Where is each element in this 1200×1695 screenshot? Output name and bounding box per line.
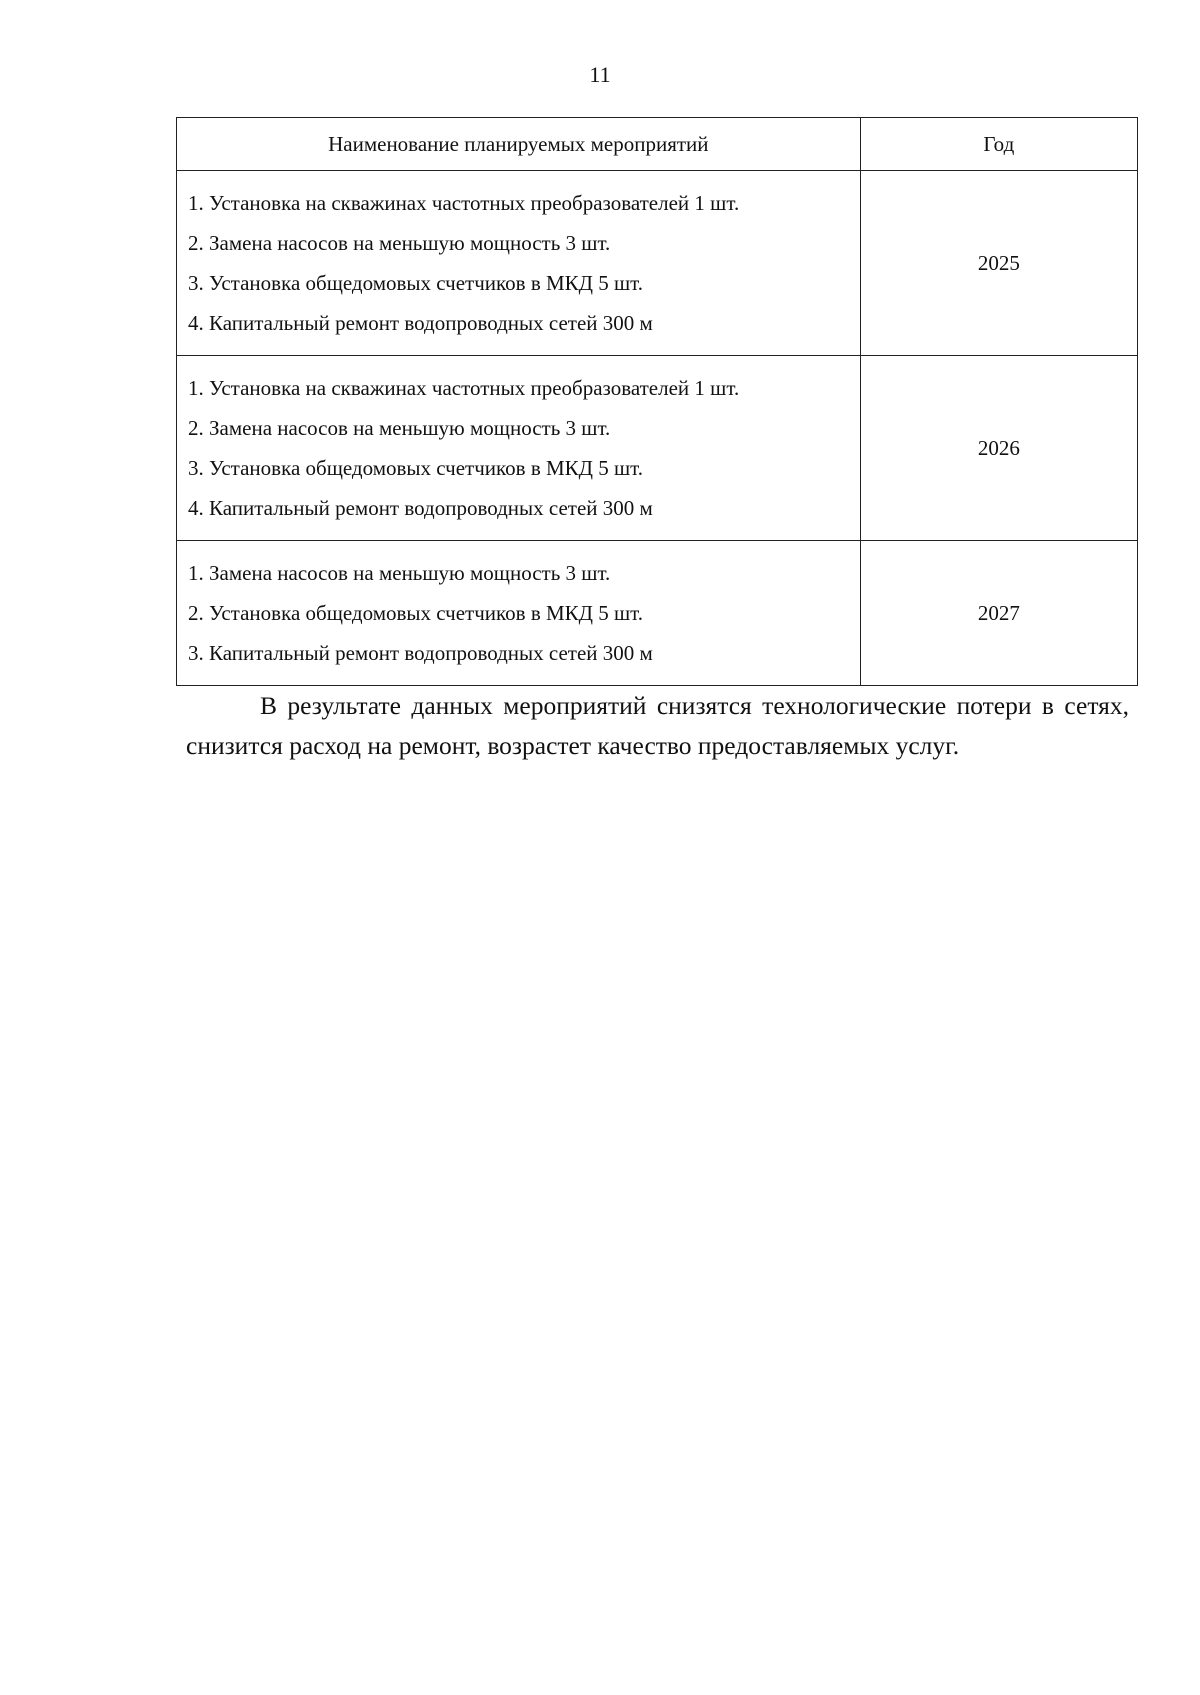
activity-item: 4. Капитальный ремонт водопроводных сетей 300 м [188,311,653,335]
activities-list [188,553,860,673]
year-cell: 2027 [860,541,1137,686]
planned-activities-table [176,117,1138,686]
page-number: 11 [589,62,611,87]
activities-cell [177,356,861,541]
year-cell: 2025 [860,171,1137,356]
table-header-row [177,118,1138,171]
activity-item: 4. Капитальный ремонт водопроводных сетей 300 м [188,496,653,520]
activity-item: 1. Установка на скважинах частотных преобразователей 1 шт. [188,376,740,400]
activities-cell [177,171,861,356]
year-cell: 2026 [860,356,1137,541]
activity-item: 3. Капитальный ремонт водопроводных сетей 300 м [188,641,653,665]
header-activities: Наименование планируемых мероприятий [177,118,861,171]
activity-item: 2. Замена насосов на меньшую мощность 3 шт. [188,231,611,255]
activity-item: 3. Установка общедомовых счетчиков в МКД 5 шт. [188,271,644,295]
table-row [177,171,1138,356]
activity-item: 1. Установка на скважинах частотных преобразователей 1 шт. [188,191,740,215]
activities-list [188,183,860,343]
header-year: Год [860,118,1137,171]
activity-item: 2. Установка общедомовых счетчиков в МКД 5 шт. [188,601,644,625]
table-row [177,541,1138,686]
activity-item: 3. Установка общедомовых счетчиков в МКД 5 шт. [188,456,644,480]
activity-item: 2. Замена насосов на меньшую мощность 3 шт. [188,416,611,440]
activity-item: 1. Замена насосов на меньшую мощность 3 шт. [188,561,611,585]
activities-list [188,368,860,528]
activities-cell [177,541,861,686]
conclusion-paragraph: В результате данных мероприятий снизятся технологические потери в сетях, снизится расход на ремонт, возрастет качество предоставляемых услуг. [186,691,1129,760]
table-row [177,356,1138,541]
